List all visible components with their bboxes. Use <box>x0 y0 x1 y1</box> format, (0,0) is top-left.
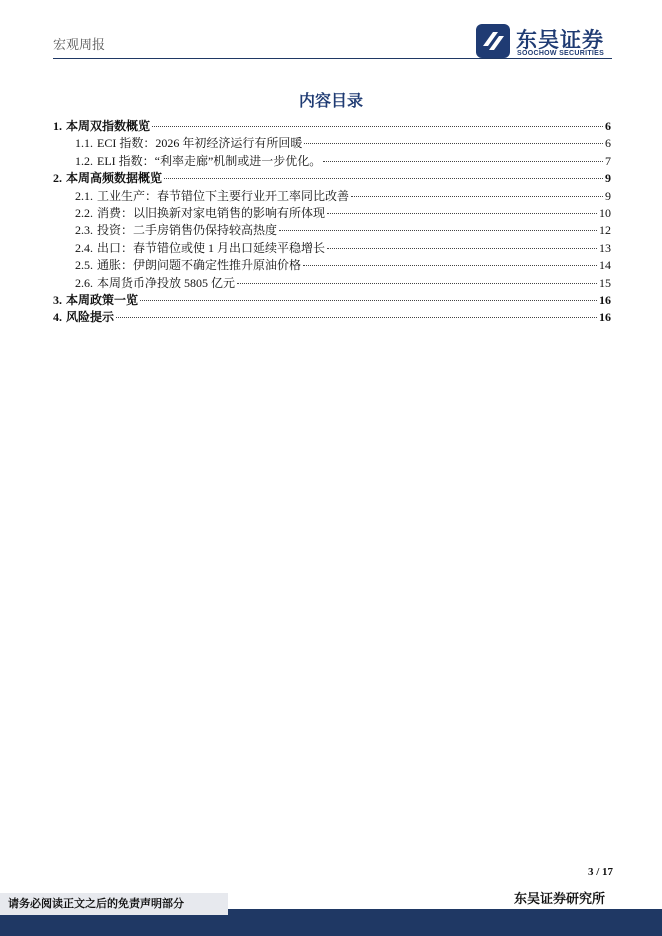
toc-entry-title: 投资：二手房销售仍保持较高热度 <box>97 223 278 238</box>
toc-entry-title: 通胀：伊朗问题不确定性推升原油价格 <box>97 258 302 273</box>
toc-entry[interactable] <box>53 291 611 308</box>
toc-entry-title: ELI 指数：“利率走廊”机制或进一步优化。 <box>97 153 322 168</box>
toc-entry-page: 6 <box>605 119 611 133</box>
toc-entry-title: 本周货币净投放 5805 亿元 <box>97 275 236 290</box>
table-of-contents <box>53 117 611 326</box>
toc-dot-leader <box>303 265 597 266</box>
toc-dot-leader <box>116 317 597 318</box>
toc-entry-page: 13 <box>599 240 611 255</box>
toc-dot-leader <box>351 196 603 197</box>
toc-entry-title: 本周双指数概览 <box>66 119 151 133</box>
toc-entry-number: 2.3. <box>75 223 93 238</box>
toc-dot-leader <box>152 126 603 127</box>
toc-entry-number: 4. <box>53 310 62 325</box>
toc-entry-page: 6 <box>605 136 611 151</box>
toc-entry-number: 2.4. <box>75 240 93 255</box>
toc-entry[interactable] <box>53 134 611 151</box>
toc-entry[interactable] <box>53 256 611 273</box>
toc-entry[interactable] <box>53 221 611 238</box>
toc-entry-title: 出口：春节错位或使 1 月出口延续平稳增长 <box>97 240 326 255</box>
report-type-label: 宏观周报 <box>53 37 106 52</box>
toc-entry[interactable] <box>53 187 611 204</box>
toc-entry-title: 本周高频数据概览 <box>66 171 163 186</box>
toc-dot-leader <box>304 143 603 144</box>
toc-dot-leader <box>327 213 597 214</box>
toc-entry[interactable] <box>53 274 611 291</box>
logo-name-cn: 东吴证券 <box>516 28 604 52</box>
toc-entry[interactable] <box>53 204 611 221</box>
toc-entry-page: 12 <box>599 223 611 238</box>
toc-dot-leader <box>279 230 597 231</box>
toc-entry-title: 工业生产：春节错位下主要行业开工率同比改善 <box>97 188 350 203</box>
toc-dot-leader <box>140 300 597 301</box>
toc-entry-number: 3. <box>53 292 62 307</box>
toc-entry-number: 2. <box>53 171 62 186</box>
toc-dot-leader <box>237 283 597 284</box>
toc-dot-leader <box>323 161 603 162</box>
toc-entry-title: ECI 指数：2026 年初经济运行有所回暖 <box>97 136 303 151</box>
toc-entry-title: 本周政策一览 <box>66 292 139 307</box>
toc-entry-title: 消费：以旧换新对家电销售的影响有所体现 <box>97 205 326 220</box>
page-number: 3 / 17 <box>587 866 613 878</box>
toc-entry-number: 1.1. <box>75 136 93 151</box>
toc-entry[interactable] <box>53 152 611 169</box>
toc-entry[interactable] <box>53 239 611 256</box>
toc-entry-number: 2.2. <box>75 205 93 220</box>
disclaimer-notice: 请务必阅读正文之后的免责声明部分 <box>0 893 228 915</box>
toc-entry-page: 9 <box>605 188 611 203</box>
footer-organization: 东吴证券研究所 <box>513 891 605 906</box>
toc-entry-page: 15 <box>599 275 611 290</box>
toc-entry-page: 14 <box>599 258 611 273</box>
toc-entry-number: 1. <box>53 119 62 133</box>
toc-entry-number: 1.2. <box>75 153 93 168</box>
toc-entry-number: 2.6. <box>75 275 93 290</box>
logo-name-en: SOOCHOW SECURITIES <box>517 50 605 57</box>
toc-entry[interactable] <box>53 308 611 325</box>
toc-entry-title: 风险提示 <box>66 310 115 325</box>
toc-dot-leader <box>327 248 597 249</box>
toc-title: 内容目录 <box>298 93 363 110</box>
toc-dot-leader <box>164 178 603 179</box>
toc-entry-page: 16 <box>599 310 611 325</box>
toc-entry-page: 7 <box>605 153 611 168</box>
toc-entry-number: 2.5. <box>75 258 93 273</box>
toc-entry[interactable] <box>53 169 611 186</box>
soochow-logo-icon <box>476 24 510 58</box>
company-logo <box>476 24 616 58</box>
toc-entry-page: 16 <box>599 292 611 307</box>
toc-entry-page: 10 <box>599 205 611 220</box>
toc-entry-number: 2.1. <box>75 188 93 203</box>
header-divider <box>53 58 612 59</box>
toc-entry-page: 9 <box>605 171 611 186</box>
toc-entry[interactable] <box>53 117 611 134</box>
